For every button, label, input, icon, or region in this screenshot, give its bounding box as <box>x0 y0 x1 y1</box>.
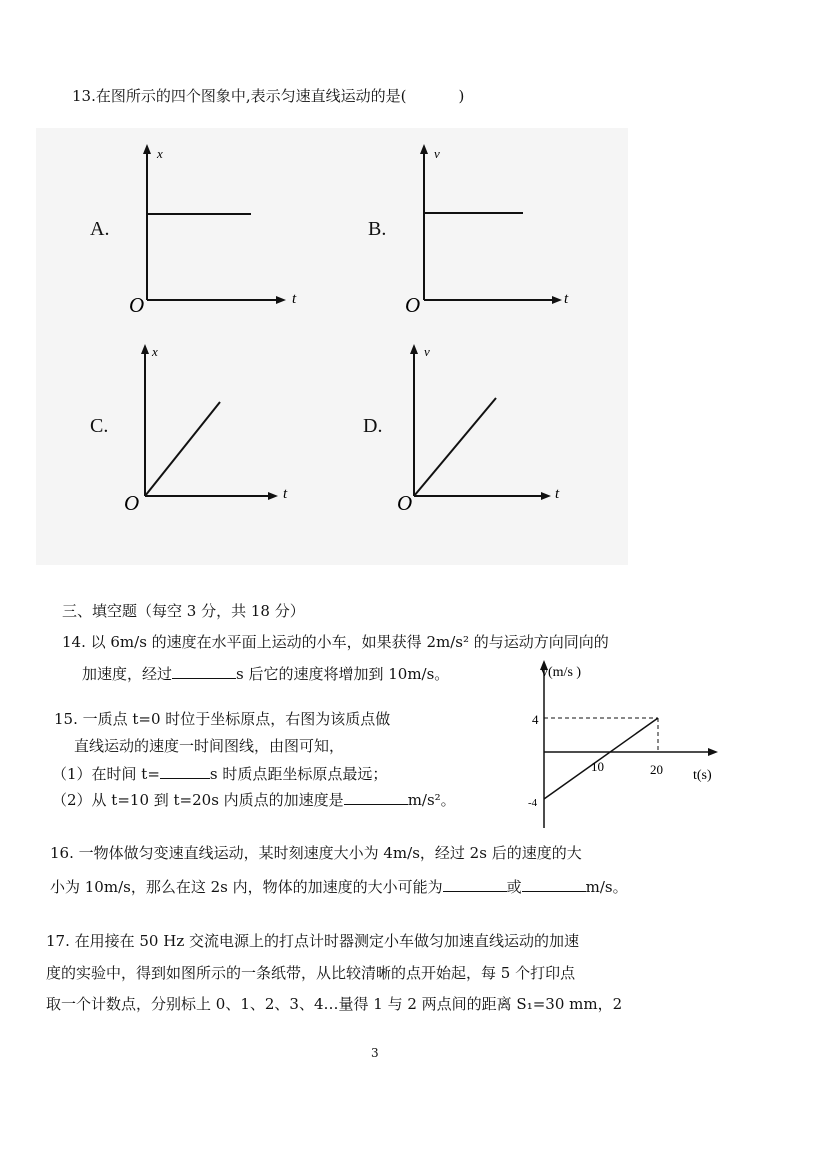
page-number: 3 <box>371 1046 379 1060</box>
graph-c <box>120 338 305 518</box>
q15-x-label: t(s) <box>693 768 712 783</box>
graph-a-x-label: t <box>292 291 297 307</box>
q14-line2 <box>82 664 449 682</box>
graph-b-letter: B. <box>368 218 387 240</box>
q14-line1: 14. 以 6m/s 的速度在水平面上运动的小车，如果获得 2m/s² 的与运动方向同向的 <box>62 633 609 651</box>
graph-d-y-label: v <box>424 344 430 359</box>
q16-blank-1[interactable] <box>443 877 507 892</box>
graph-b-origin: O <box>405 293 421 317</box>
q15-line4-start: （2）从 t=10 到 t=20s 内质点的加速度是 <box>52 791 344 809</box>
graph-a-letter: A. <box>90 218 110 240</box>
q15-line2: 直线运动的速度一时间图线，由图可知， <box>74 737 345 755</box>
q15-vt-graph <box>510 656 750 831</box>
q16-line2 <box>50 877 628 895</box>
q15-line4-end: m/s²。 <box>407 791 456 809</box>
graph-b <box>397 140 582 320</box>
graph-d-origin: O <box>397 491 413 515</box>
q14-blank[interactable] <box>172 664 236 679</box>
q17-line2: 度的实验中，得到如图所示的一条纸带，从比较清晰的点开始起，每 5 个打印点 <box>46 964 576 982</box>
q15-line3-end: s 时质点距坐标原点最远； <box>209 765 388 783</box>
graph-c-line <box>145 402 220 496</box>
q15-line3-start: （1）在时间 t= <box>52 765 160 783</box>
q16-line2-start: 小为 10m/s，那么在这 2s 内，物体的加速度的大小可能为 <box>50 878 443 896</box>
q16-line2-end: m/s。 <box>585 878 628 896</box>
q15-blank-1[interactable] <box>160 764 210 779</box>
graph-c-y-label: x <box>152 344 158 359</box>
graph-d-x-label: t <box>555 486 560 502</box>
q15-line4 <box>52 790 456 808</box>
q17-line1: 17. 在用接在 50 Hz 交流电源上的打点计时器测定小车做匀加速直线运动的加速 <box>46 932 580 950</box>
graph-d <box>395 338 580 518</box>
q14-line2-end: s 后它的速度将增加到 10m/s。 <box>236 665 450 683</box>
graph-b-x-label: t <box>564 291 569 307</box>
q15-y-tick-top: 4 <box>532 712 539 727</box>
q15-y-label: v(m/s ) <box>541 665 582 680</box>
q16-line2-or: 或 <box>506 878 522 896</box>
graph-a <box>120 140 305 320</box>
q13-stem-text: 13.在图所示的四个图象中,表示匀速直线运动的是( <box>72 87 407 105</box>
q16-blank-2[interactable] <box>522 877 586 892</box>
graph-c-x-label: t <box>283 486 288 502</box>
graph-c-letter: C. <box>90 415 109 437</box>
q17-line3: 取一个计数点，分别标上 0、1、2、3、4…量得 1 与 2 两点间的距离 S₁=30 mm，2 <box>46 995 623 1013</box>
q15-x-tick-20: 20 <box>650 762 663 777</box>
graph-d-letter: D. <box>363 415 383 437</box>
graph-b-y-label: v <box>434 146 440 161</box>
graph-a-y-label: x <box>157 146 163 161</box>
q15-x-tick-10: 10 <box>591 759 604 774</box>
q15-y-tick-bottom: -4 <box>528 797 538 809</box>
q15-line1: 15. 一质点 t=0 时位于坐标原点，右图为该质点做 <box>54 710 391 728</box>
q13-close-paren: ) <box>458 87 465 105</box>
q15-line3 <box>52 764 387 782</box>
graph-d-line <box>414 398 496 496</box>
q14-line2-start: 加速度，经过 <box>82 665 173 683</box>
graph-a-origin: O <box>129 293 145 317</box>
q15-blank-2[interactable] <box>344 790 408 805</box>
section3-heading: 三、填空题（每空 3 分，共 18 分） <box>62 602 305 620</box>
graph-c-origin: O <box>124 491 140 515</box>
q16-line1: 16. 一物体做匀变速直线运动，某时刻速度大小为 4m/s，经过 2s 后的速度的大 <box>50 844 582 862</box>
q13-stem <box>72 89 464 104</box>
